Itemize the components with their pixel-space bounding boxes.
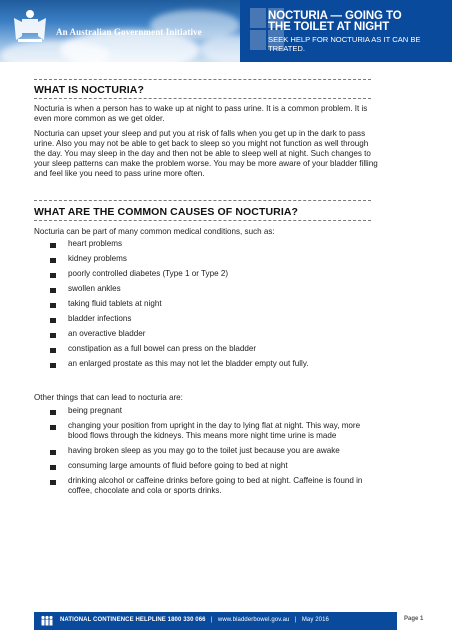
bullet-icon <box>50 273 56 278</box>
section-heading-causes: WHAT ARE THE COMMON CAUSES OF NOCTURIA? <box>34 206 299 218</box>
government-initiative-label: An Australian Government Initiative <box>56 27 202 37</box>
list-item <box>34 461 379 471</box>
title-box <box>240 0 452 62</box>
conditions-list <box>34 239 379 369</box>
section-divider <box>34 98 371 99</box>
section-heading-what-is: WHAT IS NOCTURIA? <box>34 84 144 96</box>
list-item-text: having broken sleep as you may go to the toilet just because you are awake <box>68 446 340 455</box>
bullet-icon <box>50 258 56 263</box>
list-item <box>34 299 379 309</box>
list-item <box>34 314 379 324</box>
footer-bar <box>34 612 397 630</box>
list-item <box>34 254 379 264</box>
website-link[interactable]: www.bladderbowel.gov.au <box>217 617 290 623</box>
title-line-1: NOCTURIA — GOING TO <box>268 10 402 22</box>
list-item-text: bladder infections <box>68 314 132 323</box>
list-item-text: consuming large amounts of fluid before going to bed at night <box>68 461 288 470</box>
list-item-text: taking fluid tablets at night <box>68 299 162 308</box>
paragraph-other-intro: Other things that can lead to nocturia are: <box>34 393 183 402</box>
list-item <box>34 476 379 496</box>
bullet-icon <box>50 363 56 368</box>
list-item <box>34 239 379 249</box>
page-subtitle: SEEK HELP FOR NOCTURIA AS IT CAN BE TREATED. <box>268 35 421 53</box>
list-item <box>34 446 379 456</box>
list-item-text: heart problems <box>68 239 122 248</box>
section-divider <box>34 79 371 80</box>
bullet-icon <box>50 450 56 455</box>
list-item-text: swollen ankles <box>68 284 121 293</box>
bullet-icon <box>50 333 56 338</box>
footer-separator: | <box>294 617 297 623</box>
list-item <box>34 269 379 279</box>
government-crest-logo <box>10 6 50 46</box>
bullet-icon <box>50 318 56 323</box>
list-item-text: kidney problems <box>68 254 127 263</box>
bullet-icon <box>50 288 56 293</box>
page-number: Page 1 <box>404 616 424 622</box>
title-line-2: THE TOILET AT NIGHT <box>268 21 390 33</box>
section-divider <box>34 200 371 201</box>
list-item <box>34 359 379 369</box>
list-item <box>34 421 379 441</box>
list-item <box>34 344 379 354</box>
list-item-text: drinking alcohol or caffeine drinks before going to bed at night. Caffeine is found in coffee, chocolate and cola or sports drinks. <box>68 476 363 495</box>
list-item-text: constipation as a full bowel can press on the bladder <box>68 344 257 353</box>
section-divider <box>34 220 371 221</box>
list-item-text: changing your position from upright in the day to lying flat at night. This way, more blood flows through the kidneys. This means more night time urine is made <box>68 421 361 440</box>
list-item-text: being pregnant <box>68 406 123 415</box>
other-causes-list <box>34 406 379 496</box>
footer <box>34 612 429 630</box>
helpline-number: NATIONAL CONTINENCE HELPLINE 1800 330 066 <box>60 617 206 623</box>
paragraph-conditions-intro: Nocturia can be part of many common medical conditions, such as: <box>34 227 275 236</box>
bullet-icon <box>50 465 56 470</box>
list-item-text: an overactive bladder <box>68 329 146 338</box>
publication-date: May 2016 <box>301 617 329 623</box>
footer-separator: | <box>210 617 213 623</box>
bullet-icon <box>50 348 56 353</box>
bullet-icon <box>50 303 56 308</box>
bullet-icon <box>50 410 56 415</box>
list-item <box>34 329 379 339</box>
list-item-text: an enlarged prostate as this may not let the bladder empty out fully. <box>68 359 309 368</box>
bullet-icon <box>50 243 56 248</box>
list-item <box>34 284 379 294</box>
list-item-text: poorly controlled diabetes (Type 1 or Type 2) <box>68 269 229 278</box>
paragraph-definition: Nocturia is when a person has to wake up at night to pass urine. It is a common problem. It is even more common as we get older. <box>34 104 368 123</box>
footer-text <box>60 617 329 623</box>
people-logo-icon <box>40 615 54 627</box>
bullet-icon <box>50 425 56 430</box>
list-item <box>34 406 379 416</box>
page-title <box>268 11 448 33</box>
bullet-icon <box>50 480 56 485</box>
paragraph-effects: Nocturia can upset your sleep and put you at risk of falls when you get up in the dark to pass urine. Also you may not be able to get back to sleep so you might not function as well through the day. You may sleep in the day and then not be able to sleep well at night. Such changes to your sleep patterns can make the problem worse. You may be more aware of your bladder filling and feel like you need to pass urine more often. <box>34 129 378 178</box>
